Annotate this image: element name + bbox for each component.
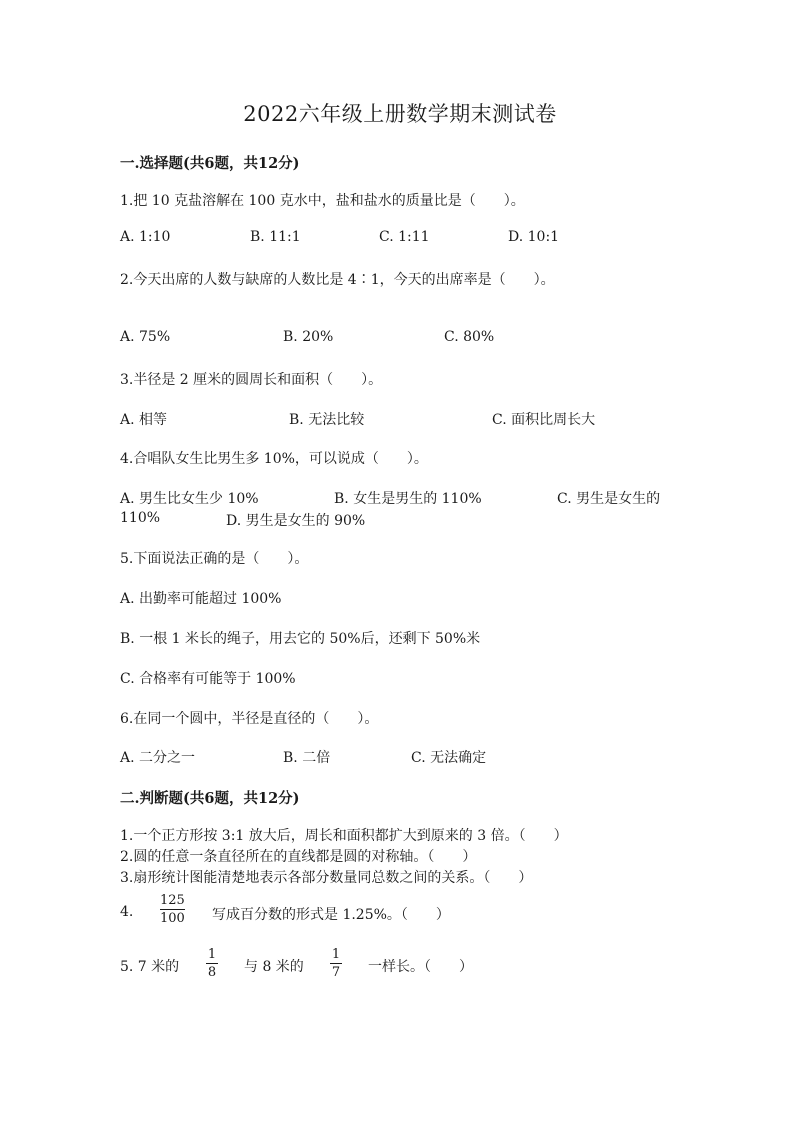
option-1-3-b: B. 无法比较 <box>289 412 365 428</box>
option-1-4-d: D. 男生是女生的 90% <box>226 513 366 529</box>
option-1-3-c: C. 面积比周长大 <box>492 412 596 428</box>
fraction-bar <box>160 909 185 910</box>
fraction-denominator: 7 <box>331 965 341 980</box>
section-heading-judgement: 二.判断题(共6题，共12分) <box>120 790 300 807</box>
question-2-1: 1.一个正方形按 3:1 放大后，周长和面积都扩大到原来的 3 倍。（ ） <box>120 828 568 844</box>
fraction-numerator: 1 <box>331 947 341 962</box>
question-1-6: 6.在同一个圆中，半径是直径的（ ）。 <box>120 711 379 727</box>
question-1-3: 3.半径是 2 厘米的圆周长和面积（ ）。 <box>120 372 383 388</box>
question-1-2: 2.今天出席的人数与缺席的人数比是 4∶1，今天的出席率是（ ）。 <box>120 272 555 288</box>
question-2-4-prefix: 4. <box>120 904 134 920</box>
option-1-3-a: A. 相等 <box>120 412 168 428</box>
page-title: 2022六年级上册数学期末测试卷 <box>243 102 557 126</box>
option-1-6-a: A. 二分之一 <box>120 750 196 766</box>
option-1-2-a: A. 75% <box>120 329 171 345</box>
option-1-4-c: C. 男生是女生的 <box>557 491 661 507</box>
option-1-1-d: D. 10:1 <box>508 229 560 245</box>
question-1-1: 1.把 10 克盐溶解在 100 克水中，盐和盐水的质量比是（ ）。 <box>120 193 525 209</box>
option-1-5-b: B. 一根 1 米长的绳子，用去它的 50%后，还剩下 50%米 <box>120 631 481 647</box>
fraction-numerator: 125 <box>160 893 185 908</box>
question-2-5-text: 一样长。（ ） <box>368 959 473 975</box>
option-1-1-b: B. 11:1 <box>250 229 301 245</box>
fraction-numerator: 1 <box>207 947 217 962</box>
fraction-1-over-8 <box>206 947 218 980</box>
question-2-4-text: 写成百分数的形式是 1.25%。（ ） <box>212 907 450 923</box>
fraction-1-over-7 <box>330 947 342 980</box>
option-1-1-c: C. 1:11 <box>379 229 430 245</box>
option-1-5-a: A. 出勤率可能超过 100% <box>120 591 282 607</box>
option-1-4-c-continued: 110% <box>120 510 161 526</box>
question-1-5: 5.下面说法正确的是（ ）。 <box>120 551 309 567</box>
fraction-denominator: 8 <box>207 965 217 980</box>
question-2-5-prefix: 5. 7 米的 <box>120 959 180 975</box>
option-1-4-b: B. 女生是男生的 110% <box>334 491 482 507</box>
fraction-bar <box>206 963 218 964</box>
option-1-5-c: C. 合格率有可能等于 100% <box>120 671 296 687</box>
question-2-3: 3.扇形统计图能清楚地表示各部分数量同总数之间的关系。（ ） <box>120 870 533 886</box>
option-1-6-c: C. 无法确定 <box>411 750 487 766</box>
question-2-5-middle: 与 8 米的 <box>244 959 304 975</box>
option-1-1-a: A. 1:10 <box>120 229 171 245</box>
fraction-denominator: 100 <box>160 911 185 926</box>
option-1-2-b: B. 20% <box>283 329 334 345</box>
section-heading-choice: 一.选择题(共6题，共12分) <box>120 155 300 172</box>
option-1-2-c: C. 80% <box>444 329 495 345</box>
option-1-6-b: B. 二倍 <box>283 750 331 766</box>
fraction-bar <box>330 963 342 964</box>
question-1-4: 4.合唱队女生比男生多 10%，可以说成（ ）。 <box>120 451 428 467</box>
option-1-4-a: A. 男生比女生少 10% <box>120 491 259 507</box>
question-2-2: 2.圆的任意一条直径所在的直线都是圆的对称轴。（ ） <box>120 849 477 865</box>
fraction-125-over-100 <box>160 893 185 926</box>
